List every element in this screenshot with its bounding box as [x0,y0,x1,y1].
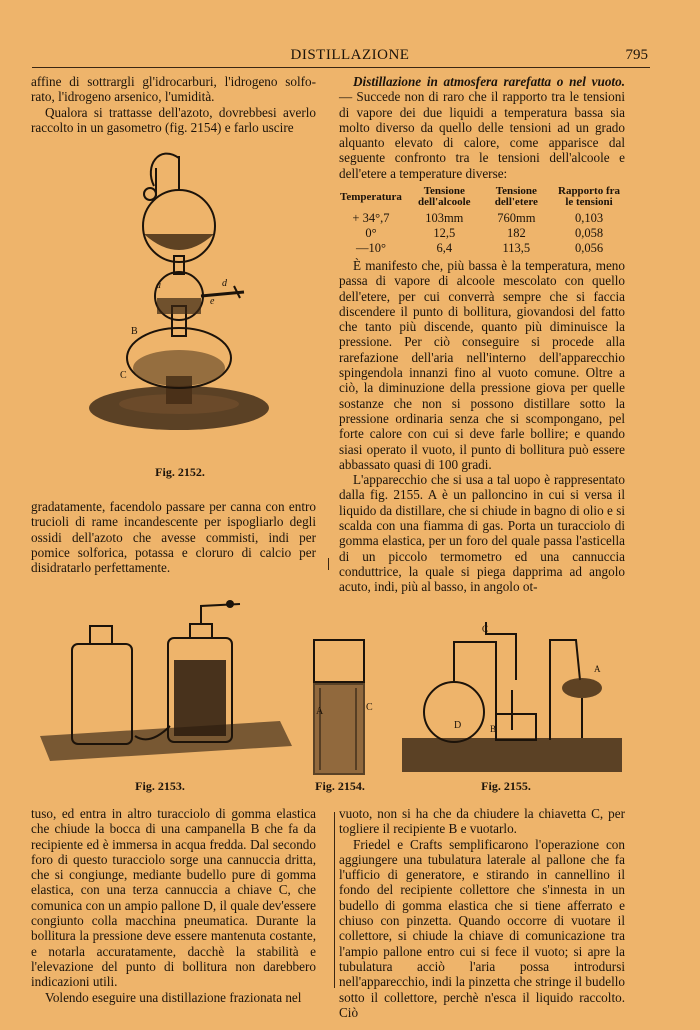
page-number: 795 [625,47,648,63]
paragraph: — Succede non di raro che il rapporto tra le tensioni di vapore dei due liquidi a temperatura bassa sia molto diverso da quello delle tensioni ad un grado alquanto elevato di calore, come apparisce dal seguente confronto tra le tensioni dell'alcoole e dell'etere a temperature diverse: [339,89,625,181]
figure-label: B [490,724,497,734]
table-row [336,211,628,226]
paragraph: È manifesto che, più bassa è la temperatura, meno passa di vapore di alcoole mescolato con quello dell'etere, per cui converrà sempre che si faccia discendere il punto di bollitura, giovandosi del fatto che tanto più discende, quanto più diminuisce la pressione. Per ciò conseguire si procede alla rarefazione dell'aria nell'interno dell'apparecchio spingendola innanzi fino al vuoto comune. Oltre a ciò, la diminuzione della pressione giova per quelle sostanze che non si possono distillare sotto la pressione ordinaria senza che si scompongano, pel forte calore con cui si deve farle bollire; e quando siasi operato il vuoto, il punto di bollitura può essere abbassato quasi di 100 gradi. [339,258,625,472]
figure-label: a [156,280,161,291]
figure-label: e [210,296,215,307]
figure-2155-illustration [400,620,624,776]
right-column-body [339,258,625,595]
figure-2153-illustration [30,596,300,776]
column-rule [328,558,329,570]
table-cell: 12,5 [433,226,456,240]
figure-caption: Fig. 2155. [481,779,531,793]
paragraph: vuoto, non si ha che da chiudere la chiavetta C, per togliere il recipiente B e vuotarlo. [339,806,625,837]
table-header-row [336,186,628,211]
table-header: Tensione dell'alcoole [418,185,471,208]
table-header: Temperatura [340,190,402,203]
table-cell: 113,5 [502,241,531,255]
figure-label: d [222,278,227,289]
paragraph: affine di sottrargli gl'idrocarburi, l'idrogeno solfo-rato, l'idrogeno arsenico, l'umidità. [31,74,316,105]
table-cell: 0,103 [574,211,604,225]
table-cell: 6,4 [436,241,453,255]
figure-caption: Fig. 2153. [135,779,185,793]
table-header: Rapporto fra le tensioni [558,185,621,208]
table-cell: 0,056 [574,241,604,255]
figure-caption: Fig. 2152. [155,465,205,479]
header-rule [32,67,650,68]
figure-label: A [594,664,601,674]
left-column-mid [31,499,316,575]
paragraph: Qualora si trattasse dell'azoto, dovrebbesi averlo raccolto in un gasometro (fig. 2154) e farlo uscire [31,104,316,135]
table-row [336,241,628,256]
figure-label: A [316,706,324,717]
figure-caption: Fig. 2154. [315,779,365,793]
table-header: Tensione dell'etere [494,185,538,208]
table-cell: 0,058 [574,226,604,240]
table-cell: 103mm [425,211,464,225]
table-cell: 0° [365,226,377,240]
table-cell: + 34°,7 [352,211,390,225]
right-column-top [339,74,625,181]
figure-label: C [482,624,489,634]
paragraph: gradatamente, facendolo passare per canna con entro trucioli di rame incandescente per ispogliarlo degli ossidi dell'azoto che avesse commisti, indi per pomice solforica, potassa e cloruro di calcio per disidratarlo perfettamente. [31,499,316,576]
paragraph: L'apparecchio che si usa a tal uopo è rappresentato dalla fig. 2155. A è un palloncino in cui si versa il liquido da distillare, che si chiude in bagno di olio e si scalda con una fiamma di gas. Porta un turacciolo di gomma elastica, per un foro del quale passa l'asticella di un piccolo termometro ed una cannuccia conduttrice, la quale si piega dapprima ad angolo acuto, indi, più al basso, in angolo ot- [339,472,625,595]
section-heading: Distillazione in atmosfera rarefatta o nel vuoto. [353,74,625,89]
left-column-top [31,74,316,135]
left-column-bottom [31,806,316,1005]
figure-2152-illustration [84,146,274,436]
figure-label: C [366,702,373,713]
table-row [336,226,628,241]
paragraph: tuso, ed entra in altro turacciolo di gomma elastica che chiude la bocca di una campanella B che fa da recipiente ed è immersa in acqua fredda. Dal secondo foro di questo turacciolo sorge una cannuccia dritta, che si congiunge, mediante budello pure di gomma elastica, con una terza cannuccia a chiave C, che comunica con un ampio pallone D, il quale dev'essere congiunto colla macchina pneumatica. Durante la bollitura la pressione deve essere mantenuta costante, e notarla accuratamente, dacchè la stabilità e l'elevazione del punto di bollitura non darebbero indicazioni utili. [31,806,316,990]
figure-label: C [120,370,127,381]
running-head: DISTILLAZIONE [290,47,410,63]
table-cell: —10° [355,241,386,255]
figure-2154-illustration [306,636,386,778]
figure-label: B [131,326,138,337]
figure-label: D [454,720,462,731]
tension-table [336,186,628,256]
paragraph: Volendo eseguire una distillazione frazionata nel [45,989,302,1005]
paragraph: Friedel e Crafts semplificarono l'operazione con aggiungere una tubulatura laterale al pallone che fa l'ufficio di generatore, e stirando in cannellino il fondo del recipiente collettore che s'innesta in un budello di gomma elastica che si tiene afferrato e chiuso con pinzetta. Quando occorre di vuotare il collettore, si chiude la chiave di comunicazione tra l'ampio pallone entro cui si fece il vuoto; si apre la tubulatura acciò l'aria possa introdursi nell'apparecchio, indi la pinzetta che stringe il budello sotto il collettore, perchè n'esca il liquido raccolto. Ciò [339,836,625,1020]
table-cell: 760mm [497,211,536,225]
right-column-bottom [339,806,625,1020]
column-rule [334,812,335,988]
table-cell: 182 [506,226,526,240]
